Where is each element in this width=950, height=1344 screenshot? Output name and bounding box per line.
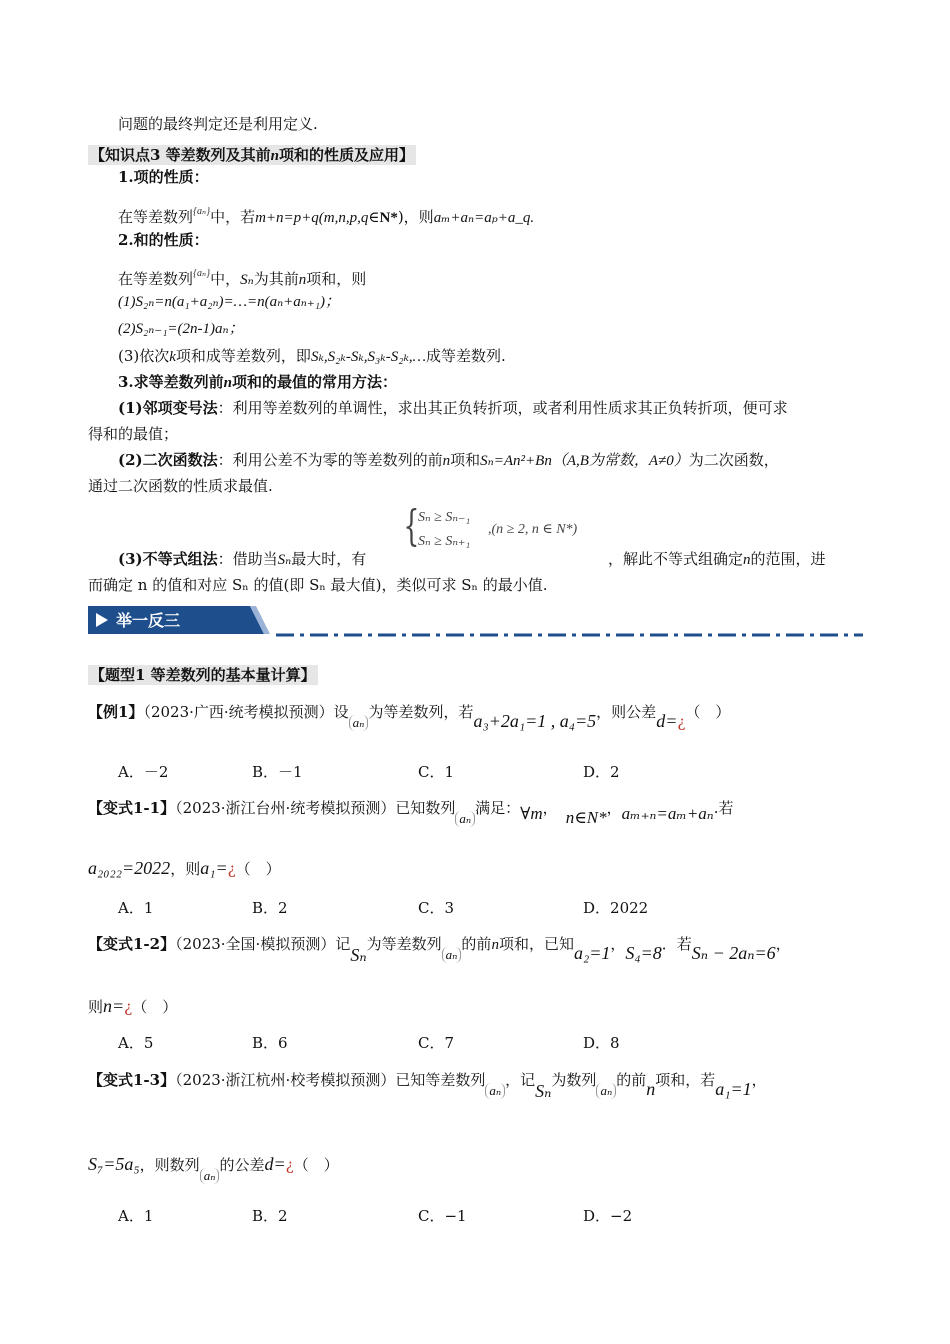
v11-var: a₁= — [200, 858, 228, 878]
v11-a: 满足： — [475, 799, 521, 817]
v12-q: ¿ — [124, 998, 133, 1016]
v11-q: ¿ — [227, 860, 236, 878]
v11-b: .若 — [713, 799, 734, 817]
p2-Sn: Sₙ — [240, 272, 254, 288]
p1-cond: m+n=p+q(m,n,p,q∈ — [255, 210, 380, 226]
variant-1-2-line-2 — [88, 996, 177, 1017]
formula-3 — [118, 346, 506, 367]
m3-a: ：借助当 — [217, 550, 278, 568]
method-3-b — [608, 549, 826, 570]
section-header-knowledge-3 — [88, 145, 416, 165]
v13-seq: aₙ — [485, 1083, 505, 1099]
v12-d: ．若 — [661, 935, 692, 953]
m1-text1: ：利用等差数列的单调性，求出其正负转折项，或者利用性质求其正负转折项，便可求 — [217, 399, 788, 417]
header-n: n — [270, 148, 280, 164]
f3-b: 项和成等差数列，即 — [175, 347, 311, 365]
ex1-a: 为等差数列，若 — [368, 703, 474, 721]
m2-label: (2)二次函数法 — [118, 451, 218, 469]
v11-option-b: B．2 — [252, 899, 288, 917]
m2-d: 为二次函数， — [688, 451, 779, 469]
property-2-text — [118, 264, 366, 290]
variant-1-1-line-2 — [88, 858, 281, 879]
v12-Sn: Sₙ — [350, 945, 367, 965]
v13-option-c: C．−1 — [418, 1207, 467, 1225]
v12-cond3: Sₙ − 2aₙ=6 — [691, 943, 776, 963]
v11-l2: a₂₀₂₂=2022 — [88, 858, 171, 878]
v12-c: 项和，已知 — [498, 935, 574, 953]
property-3-title — [118, 372, 397, 393]
p1-res: aₘ+aₙ=aₚ+a_q. — [433, 210, 535, 226]
v13-paren: （ ） — [293, 1156, 339, 1174]
v11-rel: aₘ₊ₙ=aₘ+aₙ — [621, 804, 714, 823]
v12-a: 为等差数列 — [366, 935, 442, 953]
banner-title: 举一反三 — [116, 611, 181, 630]
v12-src: （2023·全国·模拟预测）记 — [175, 935, 351, 953]
ineq-cond: ,(n ≥ 2, n ∈ N*) — [488, 522, 578, 537]
formula-1: (1)S₂ₙ=n(a₁+a₂ₙ)=…=n(aₙ+aₙ₊₁)； — [118, 294, 341, 310]
m2-n: n — [442, 453, 451, 469]
f3-k: k — [169, 349, 176, 365]
v13-seq2: aₙ — [596, 1083, 616, 1099]
v11-l2b: ，则 — [170, 860, 201, 878]
p1-seq: {aₙ} — [193, 206, 211, 217]
v13-option-d: D．−2 — [583, 1207, 633, 1225]
ex1-option-c: C．1 — [418, 763, 455, 781]
p1-b: 中，若 — [210, 208, 256, 226]
v11-seq: aₙ — [455, 811, 475, 827]
v11-paren: （ ） — [235, 860, 281, 878]
p2-b: 中， — [210, 270, 241, 288]
v13-l2b: ，则数列 — [139, 1156, 200, 1174]
ex1-src: （2023·广西·统考模拟预测）设 — [143, 703, 349, 721]
v11-tag: 【变式1-1】 — [88, 799, 176, 817]
inequality-system — [398, 501, 613, 554]
v12-cond2: S₄=8 — [625, 943, 662, 963]
f3-c: Sₖ,S₂ₖ-Sₖ,S₃ₖ-S₂ₖ,… — [310, 349, 427, 365]
m2-formula: Sₙ=An²+Bn（A,B为常数，A≠0） — [480, 453, 689, 469]
v13-n: n — [646, 1079, 656, 1099]
m1-label: (1)邻项变号法 — [118, 399, 218, 417]
m3-d: 的范围，进 — [750, 550, 826, 568]
formula-2: (2)S₂ₙ₋₁=(2n-1)aₙ； — [118, 321, 244, 337]
ex1-seq: aₙ — [349, 715, 369, 731]
v13-var: d= — [264, 1154, 286, 1174]
ex1-option-b: B．－1 — [252, 763, 303, 781]
v12-paren: （ ） — [132, 998, 178, 1016]
v12-tag: 【变式1-2】 — [88, 935, 176, 953]
v11-option-d: D．2022 — [583, 899, 649, 917]
property-2-title: 2.和的性质： — [118, 231, 209, 249]
v13-cond: a₁=1 — [715, 1079, 752, 1099]
v13-c: 的前 — [616, 1071, 647, 1089]
p2-a: 在等差数列 — [118, 270, 194, 288]
v11-option-c: C．3 — [418, 899, 455, 917]
v13-Sn: Sₙ — [535, 1081, 552, 1101]
ex1-tag: 【例1】 — [88, 703, 144, 721]
v12-n: n — [491, 937, 499, 953]
ex1-b: ，则公差 — [596, 703, 657, 721]
p3-a: 3.求等差数列前 — [118, 373, 224, 391]
m2-c: 项和 — [450, 451, 481, 469]
p2-seq: {aₙ} — [193, 268, 211, 279]
variant-1-2-stem: 【变式1-2】（2023·全国·模拟预测）记Sₙ为等差数列aₙ的前n项和，已知a₂=1，S₄=8．若Sₙ − 2aₙ=6， — [88, 935, 791, 965]
method-1-line-2: 得和的最值； — [88, 425, 179, 443]
v13-q: ¿ — [285, 1156, 294, 1174]
m3-Sn: Sₙ — [277, 552, 292, 568]
v11-src: （2023·浙江台州·统考模拟预测）已知数列 — [175, 799, 456, 817]
left-brace: { — [403, 501, 420, 550]
ex1-option-d: D．2 — [583, 763, 620, 781]
m3-label: (3)不等式组法 — [118, 550, 218, 568]
p2-c: 为其前 — [253, 270, 299, 288]
ex1-q: ¿ — [677, 713, 686, 731]
v13-option-b: B．2 — [252, 1207, 288, 1225]
variant-1-1-stem: 【变式1-1】（2023·浙江台州·统考模拟预测）已知数列aₙ满足：∀m， n∈N*，aₘ₊ₙ=aₘ+aₙ.若 — [88, 799, 734, 827]
header-suffix: 项和的性质及应用】 — [279, 146, 415, 164]
property-1-title: 1.项的性质： — [118, 168, 209, 186]
method-3-a — [118, 549, 366, 570]
intro-text: 问题的最终判定还是利用定义. — [118, 115, 318, 133]
p2-d: 项和，则 — [306, 270, 367, 288]
v11-fn: n∈N* — [565, 808, 607, 827]
v12-l2: 则 — [88, 998, 104, 1016]
method-3-line-2: 而确定 n 的值和对应 Sₙ 的值(即 Sₙ 最大值)，类似可求 Sₙ 的最小值. — [88, 576, 548, 594]
f3-d: 成等差数列. — [426, 347, 506, 365]
v12-seq: aₙ — [442, 947, 462, 963]
v13-d: 项和，若 — [655, 1071, 716, 1089]
p3-b: 项和的最值的常用方法： — [232, 373, 398, 391]
property-1-text — [118, 202, 534, 228]
v13-l2c: 的公差 — [219, 1156, 265, 1174]
ex1-var: d= — [656, 711, 678, 731]
variant-1-3-line-2 — [88, 1154, 339, 1184]
section-header-type-1: 【题型1 等差数列的基本量计算】 — [90, 666, 316, 684]
section-banner — [88, 602, 863, 642]
method-1-line-1 — [118, 398, 788, 418]
v13-src: （2023·浙江杭州·校考模拟预测）已知等差数列 — [175, 1071, 486, 1089]
v12-option-c: C．7 — [418, 1034, 455, 1052]
p1-N: N* — [379, 210, 398, 226]
v13-a: ，记 — [505, 1071, 536, 1089]
v13-l2: S₇=5a₅ — [88, 1154, 140, 1174]
method-2-line-1 — [118, 450, 779, 471]
v13-seq3: aₙ — [200, 1168, 220, 1184]
v11-option-a: A．1 — [118, 899, 154, 917]
v13-option-a: A．1 — [118, 1207, 154, 1225]
example-1-stem — [88, 702, 730, 732]
ex1-cond: a₃+2a₁=1 , a₄=5 — [473, 711, 597, 731]
v13-tag: 【变式1-3】 — [88, 1071, 176, 1089]
p3-n: n — [223, 375, 233, 391]
m2-a: ：利用公差不为零的等差数列的前 — [217, 451, 443, 469]
m3-c: ，解此不等式组确定 — [608, 550, 744, 568]
variant-1-3-stem: 【变式1-3】（2023·浙江杭州·校考模拟预测）已知等差数列aₙ，记Sₙ为数列aₙ的前n项和，若a₁=1， — [88, 1071, 767, 1101]
p1-c: )，则 — [397, 208, 434, 226]
v12-option-b: B．6 — [252, 1034, 288, 1052]
ex1-option-a: A．－2 — [118, 763, 169, 781]
p1-a: 在等差数列 — [118, 208, 194, 226]
header-prefix: 【知识点3 等差数列及其前 — [90, 146, 271, 164]
v11-fm: ∀m — [520, 804, 543, 823]
v12-var: n= — [103, 996, 125, 1016]
method-2-line-2: 通过二次函数的性质求最值. — [88, 477, 273, 495]
f3-a: (3)依次 — [118, 347, 170, 365]
ex1-paren: （ ） — [685, 703, 731, 721]
v12-cond1: a₂=1 — [573, 943, 611, 963]
m3-b: 最大时，有 — [291, 550, 367, 568]
ineq-2: Sₙ ≥ Sₙ₊₁ — [418, 534, 471, 549]
m3-n: n — [743, 552, 751, 568]
v12-b: 的前 — [461, 935, 492, 953]
v12-option-d: D．8 — [583, 1034, 620, 1052]
v13-b: 为数列 — [551, 1071, 597, 1089]
v12-option-a: A．5 — [118, 1034, 154, 1052]
ineq-1: Sₙ ≥ Sₙ₋₁ — [418, 510, 471, 525]
p2-n: n — [298, 272, 307, 288]
